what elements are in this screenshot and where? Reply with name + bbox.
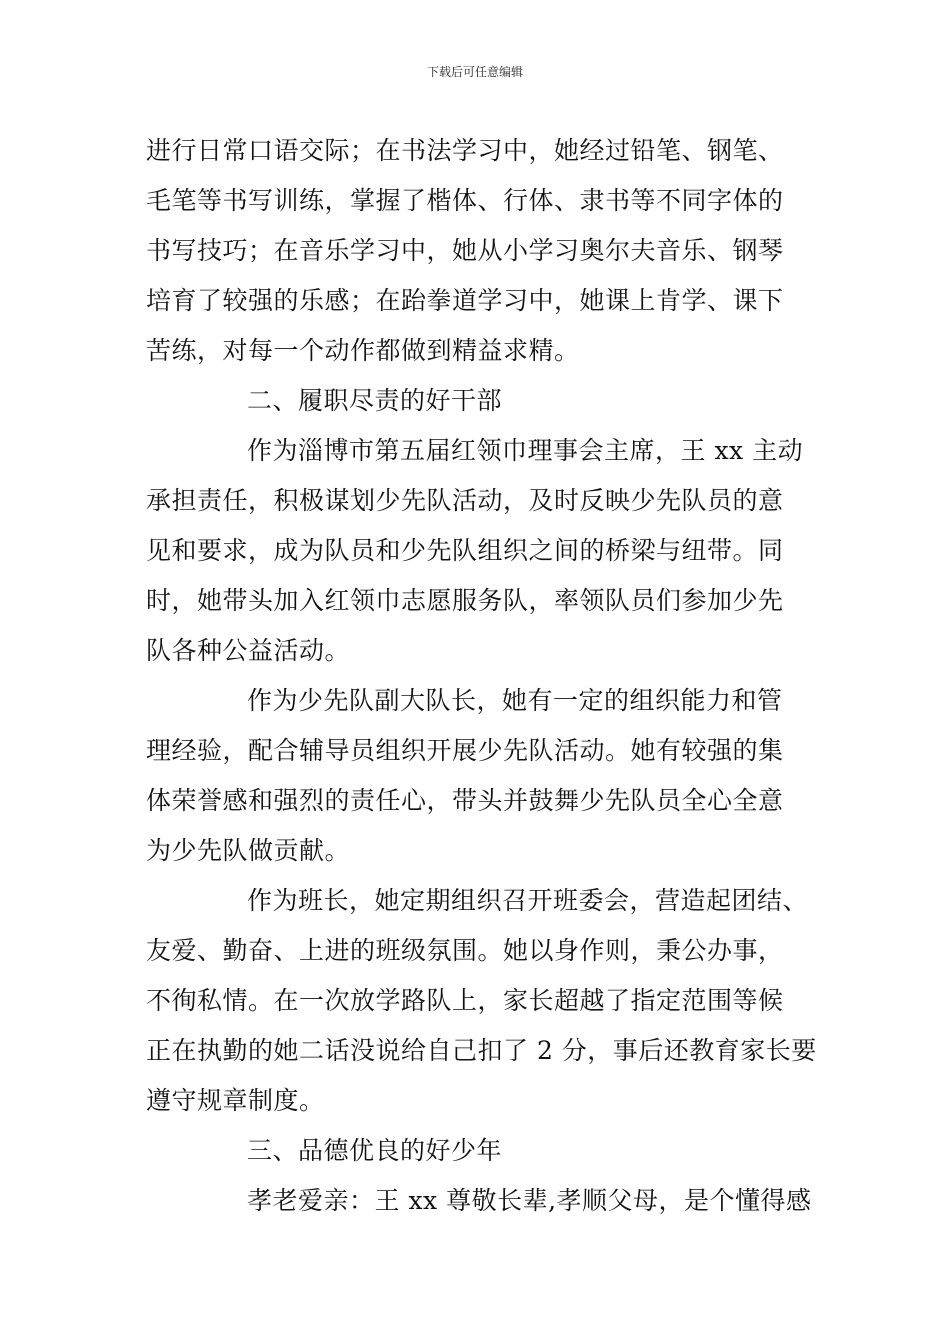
text-line: 见和要求，成为队员和少先队组织之间的桥梁与纽带。同 [146,536,784,565]
text-line: 毛笔等书写训练，掌握了楷体、行体、隶书等不同字体的 [146,186,784,215]
text-line: 时，她带头加入红领巾志愿服务队，率领队员们参加少先 [146,586,784,615]
text-line: 正在执勤的她二话没说给自己扣了 2 分，事后还教育家长要 [146,1036,817,1065]
text-line: 二、履职尽责的好干部 [247,386,503,415]
page-header-note: 下载后可任意编辑 [426,65,523,79]
text-line: 苦练，对每一个动作都做到精益求精。 [146,336,580,365]
text-line: 孝老爱亲：王 xx 尊敬长辈,孝顺父母，是个懂得感 [247,1186,812,1215]
text-line: 理经验，配合辅导员组织开展少先队活动。她有较强的集 [146,736,784,765]
text-line: 不徇私情。在一次放学路队上，家长超越了指定范围等候 [146,986,784,1015]
text-line: 作为少先队副大队长，她有一定的组织能力和管 [247,686,783,715]
text-line: 进行日常口语交际；在书法学习中，她经过铅笔、钢笔、 [146,136,784,165]
text-line: 遵守规章制度。 [146,1086,325,1115]
text-line: 承担责任，积极谋划少先队活动，及时反映少先队员的意 [146,486,784,515]
text-line: 体荣誉感和强烈的责任心，带头并鼓舞少先队员全心全意 [146,786,784,815]
document-body [146,126,826,1226]
text-line: 作为班长，她定期组织召开班委会，营造起团结、 [247,886,809,915]
text-line: 书写技巧；在音乐学习中，她从小学习奥尔夫音乐、钢琴 [146,236,784,265]
text-line: 三、品德优良的好少年 [247,1136,503,1165]
text-line: 作为淄博市第五届红领巾理事会主席，王 xx 主动 [247,436,804,465]
text-line: 队各种公益活动。 [146,636,351,665]
text-line: 培育了较强的乐感；在跆拳道学习中，她课上肯学、课下 [146,286,784,315]
text-line: 为少先队做贡献。 [146,836,351,865]
text-line: 友爱、勤奋、上进的班级氛围。她以身作则，秉公办事， [146,936,784,965]
